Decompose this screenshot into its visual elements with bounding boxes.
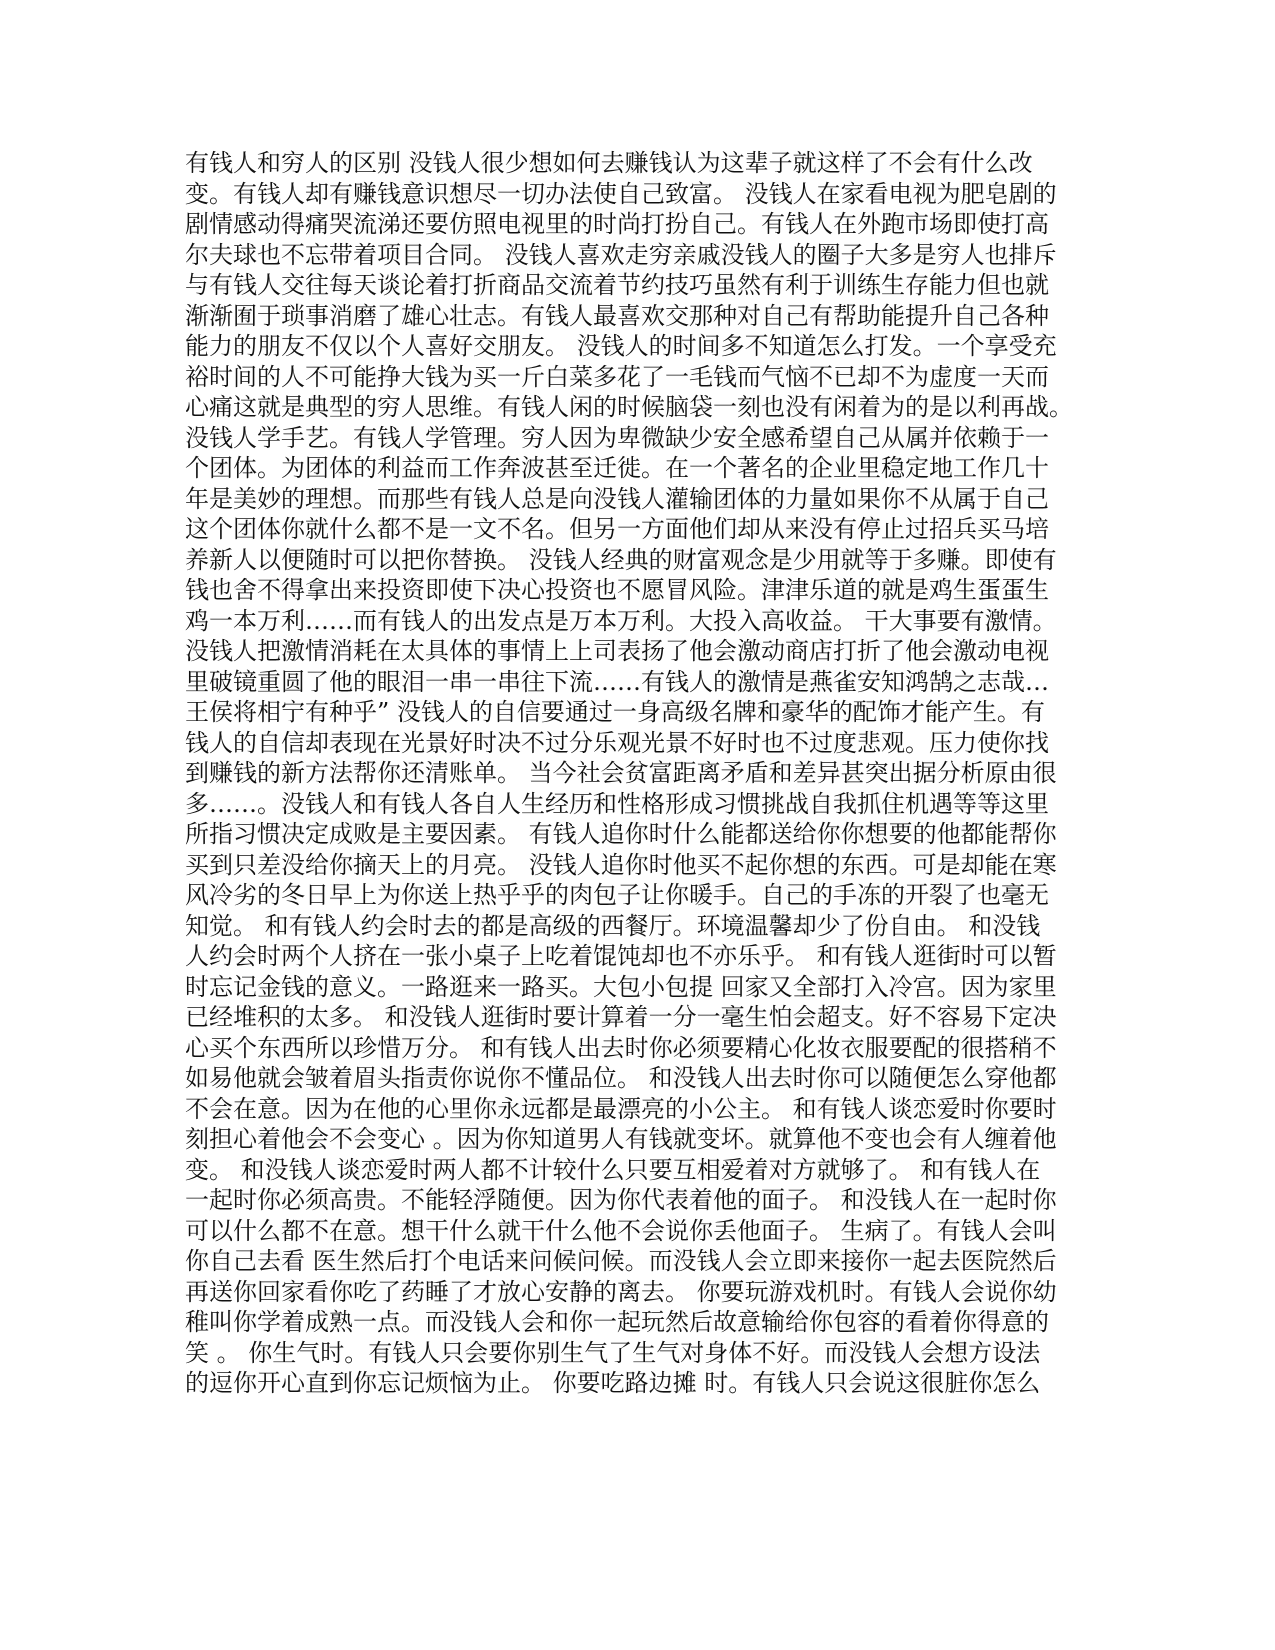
body-text — [185, 148, 1085, 1399]
text-line: 稚叫你学着成熟一点。而没钱人会和你一起玩然后故意输给你包容的看着你得意的 — [185, 1308, 1049, 1336]
text-line: 不会在意。因为在他的心里你永远都是最漂亮的小公主。 和有钱人谈恋爱时你要时 — [185, 1094, 1057, 1123]
text-line: 没钱人把激情消耗在太具体的事情上上司表扬了他会激动商店打折了他会激动电视 — [185, 637, 1049, 665]
text-line: 一起时你必须高贵。不能轻浮随便。因为你代表着他的面子。 和没钱人在一起时你 — [185, 1186, 1057, 1214]
text-line: 与有钱人交往每天谈论着打折商品交流着节约技巧虽然有利于训练生存能力但也就 — [185, 271, 1049, 299]
text-line: 王侯将相宁有种乎” 没钱人的自信要通过一身高级名牌和豪华的配饰才能产生。有 — [185, 698, 1045, 726]
text-line: 能力的朋友不仅以个人喜好交朋友。 没钱人的时间多不知道怎么打发。一个享受充 — [185, 332, 1057, 360]
text-line: 心买个东西所以珍惜万分。 和有钱人出去时你必须要精心化妆衣服要配的很搭稍不 — [185, 1033, 1057, 1062]
text-line: 有钱人和穷人的区别 没钱人很少想如何去赚钱认为这辈子就这样了不会有什么改 — [185, 149, 1033, 177]
text-line: 变。有钱人却有赚钱意识想尽一切办法使自己致富。 没钱人在家看电视为肥皂剧的 — [185, 179, 1057, 208]
text-line: 鸡一本万利……而有钱人的出发点是万本万利。大投入高收益。 干大事要有激情。 — [185, 606, 1057, 635]
text-line: 知觉。 和有钱人约会时去的都是高级的西餐厅。环境温馨却少了份自由。 和没钱 — [185, 911, 1041, 940]
text-line: 养新人以便随时可以把你替换。 没钱人经典的财富观念是少用就等于多赚。即使有 — [185, 545, 1057, 574]
text-line: 风冷劣的冬日早上为你送上热乎乎的肉包子让你暖手。自己的手冻的开裂了也毫无 — [185, 881, 1049, 909]
text-line: 钱也舍不得拿出来投资即使下决心投资也不愿冒风险。津津乐道的就是鸡生蛋蛋生 — [185, 576, 1049, 604]
text-line: 已经堆积的太多。 和没钱人逛街时要计算着一分一毫生怕会超支。好不容易下定决 — [185, 1003, 1057, 1031]
text-line: 年是美妙的理想。而那些有钱人总是向没钱人灌输团体的力量如果你不从属于自己 — [185, 484, 1049, 513]
text-line: 如易他就会皱着眉头指责你说你不懂品位。 和没钱人出去时你可以随便怎么穿他都 — [185, 1064, 1057, 1092]
text-line: 刻担心着他会不会变心 。因为你知道男人有钱就变坏。就算他不变也会有人缠着他 — [185, 1125, 1057, 1153]
text-line: 再送你回家看你吃了药睡了才放心安静的离去。 你要玩游戏机时。有钱人会说你幼 — [185, 1277, 1057, 1306]
text-line: 可以什么都不在意。想干什么就干什么他不会说你丢他面子。 生病了。有钱人会叫 — [185, 1216, 1057, 1245]
text-line: 买到只差没给你摘天上的月亮。 没钱人追你时他买不起你想的东西。可是却能在寒 — [185, 850, 1057, 879]
text-line: 变。 和没钱人谈恋爱时两人都不计较什么只要互相爱着对方就够了。 和有钱人在 — [185, 1155, 1041, 1184]
text-line: 里破镜重圆了他的眼泪一串一串往下流……有钱人的激情是燕雀安知鸿鹄之志哉… — [185, 667, 1049, 696]
text-line: 时忘记金钱的意义。一路逛来一路买。大包小包提 回家又全部打入冷宫。因为家里 — [185, 972, 1057, 1001]
text-line: 剧情感动得痛哭流涕还要仿照电视里的时尚打扮自己。有钱人在外跑市场即使打高 — [185, 210, 1049, 238]
text-line: 多……。没钱人和有钱人各自人生经历和性格形成习惯挑战自我抓住机遇等等这里 — [185, 789, 1049, 818]
text-line: 你自己去看 医生然后打个电话来问候问候。而没钱人会立即来接你一起去医院然后 — [185, 1247, 1057, 1275]
text-line: 尔夫球也不忘带着项目合同。 没钱人喜欢走穷亲戚没钱人的圈子大多是穷人也排斥 — [185, 240, 1057, 269]
text-line: 渐渐囿于琐事消磨了雄心壮志。有钱人最喜欢交那种对自己有帮助能提升自己各种 — [185, 301, 1049, 330]
text-line: 没钱人学手艺。有钱人学管理。穷人因为卑微缺少安全感希望自己从属并依赖于一 — [185, 423, 1049, 452]
text-line: 的逗你开心直到你忘记烦恼为止。 你要吃路边摊 时。有钱人只会说这很脏你怎么 — [185, 1369, 1041, 1397]
text-line: 到赚钱的新方法帮你还清账单。 当今社会贫富距离矛盾和差异甚突出据分析原由很 — [185, 759, 1057, 787]
text-line: 人约会时两个人挤在一张小桌子上吃着馄饨却也不亦乐乎。 和有钱人逛街时可以暂 — [185, 942, 1057, 970]
text-line: 这个团体你就什么都不是一文不名。但另一方面他们却从来没有停止过招兵买马培 — [185, 515, 1049, 543]
text-line: 裕时间的人不可能挣大钱为买一斤白菜多花了一毛钱而气恼不已却不为虚度一天而 — [185, 362, 1049, 391]
text-line: 所指习惯决定成败是主要因素。 有钱人追你时什么能都送给你你想要的他都能帮你 — [185, 820, 1057, 848]
text-line: 钱人的自信却表现在光景好时决不过分乐观光景不好时也不过度悲观。压力使你找 — [185, 728, 1049, 757]
text-line: 笑 。 你生气时。有钱人只会要你别生气了生气对身体不好。而没钱人会想方设法 — [185, 1338, 1041, 1367]
text-line: 个团体。为团体的利益而工作奔波甚至迁徙。在一个著名的企业里稳定地工作几十 — [185, 454, 1049, 482]
text-line: 心痛这就是典型的穷人思维。有钱人闲的时候脑袋一刻也没有闲着为的是以利再战。 — [185, 393, 1073, 421]
